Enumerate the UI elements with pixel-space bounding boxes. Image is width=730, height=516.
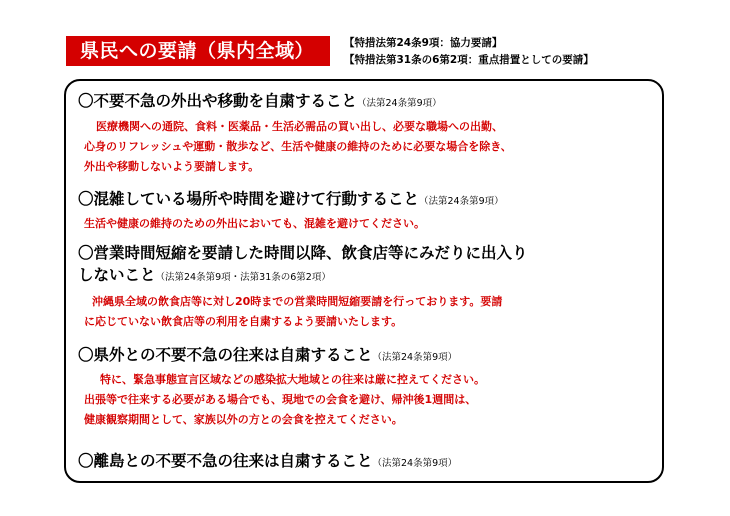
page-title: 県民への要請（県内全域） xyxy=(66,36,330,66)
request-detail: 特に、緊急事態宣言区域などの感染拡大地域との往来は厳に控えてください。 xyxy=(100,373,485,386)
request-heading-continued: しないこと（法第24条第9項・法第31条の6第2項） xyxy=(78,266,331,284)
law-reference: （法第24条第9項） xyxy=(419,196,504,207)
legal-ref-cooperation: 【特措法第24条9項：協力要請】 xyxy=(344,37,503,49)
request-detail: 心身のリフレッシュや運動・散歩など、生活や健康の維持のために必要な場合を除き、 xyxy=(84,140,512,153)
request-item-refrain-outings xyxy=(78,91,658,177)
law-reference: （法第24条第9項） xyxy=(357,98,442,109)
request-heading: 〇営業時間短縮を要請した時間以降、飲食店等にみだりに出入り xyxy=(78,244,528,262)
legal-ref-priority-measure: 【特措法第31条の6第2項：重点措置としての要請】 xyxy=(344,54,594,66)
request-detail: 生活や健康の維持のための外出においても、混雑を避けてください。 xyxy=(84,217,425,230)
request-item-remote-islands xyxy=(78,451,658,474)
law-reference: （法第24条第9項・法第31条の6第2項） xyxy=(155,272,331,283)
request-heading: 〇県外との不要不急の往来は自粛すること（法第24条第9項） xyxy=(78,346,458,364)
request-detail: 医療機関への通院、食料・医薬品・生活必需品の買い出し、必要な職場への出勤、 xyxy=(96,120,503,133)
request-heading: 〇離島との不要不急の往来は自粛すること（法第24条第9項） xyxy=(78,452,458,470)
request-item-outside-prefecture xyxy=(78,345,658,430)
request-heading: 〇不要不急の外出や移動を自粛すること（法第24条第9項） xyxy=(78,92,442,110)
request-item-restaurants xyxy=(78,243,658,332)
legal-references xyxy=(344,35,594,69)
law-reference: （法第24条第9項） xyxy=(372,352,458,363)
law-reference: （法第24条第9項） xyxy=(372,458,458,469)
request-detail: 健康観察期間として、家族以外の方との会食を控えてください。 xyxy=(84,413,403,426)
request-heading: 〇混雑している場所や時間を避けて行動すること（法第24条第9項） xyxy=(78,190,504,208)
request-item-avoid-crowds xyxy=(78,189,658,234)
requests-panel xyxy=(64,79,664,483)
request-detail: に応じていない飲食店等の利用を自粛するよう要請いたします。 xyxy=(84,315,403,328)
request-detail: 沖縄県全域の飲食店等に対し20時までの営業時間短縮要請を行っております。要請 xyxy=(92,295,503,308)
request-detail: 外出や移動しないよう要請します。 xyxy=(84,160,260,173)
request-detail: 出張等で往来する必要がある場合でも、現地での会食を避け、帰沖後1週間は、 xyxy=(84,393,477,406)
